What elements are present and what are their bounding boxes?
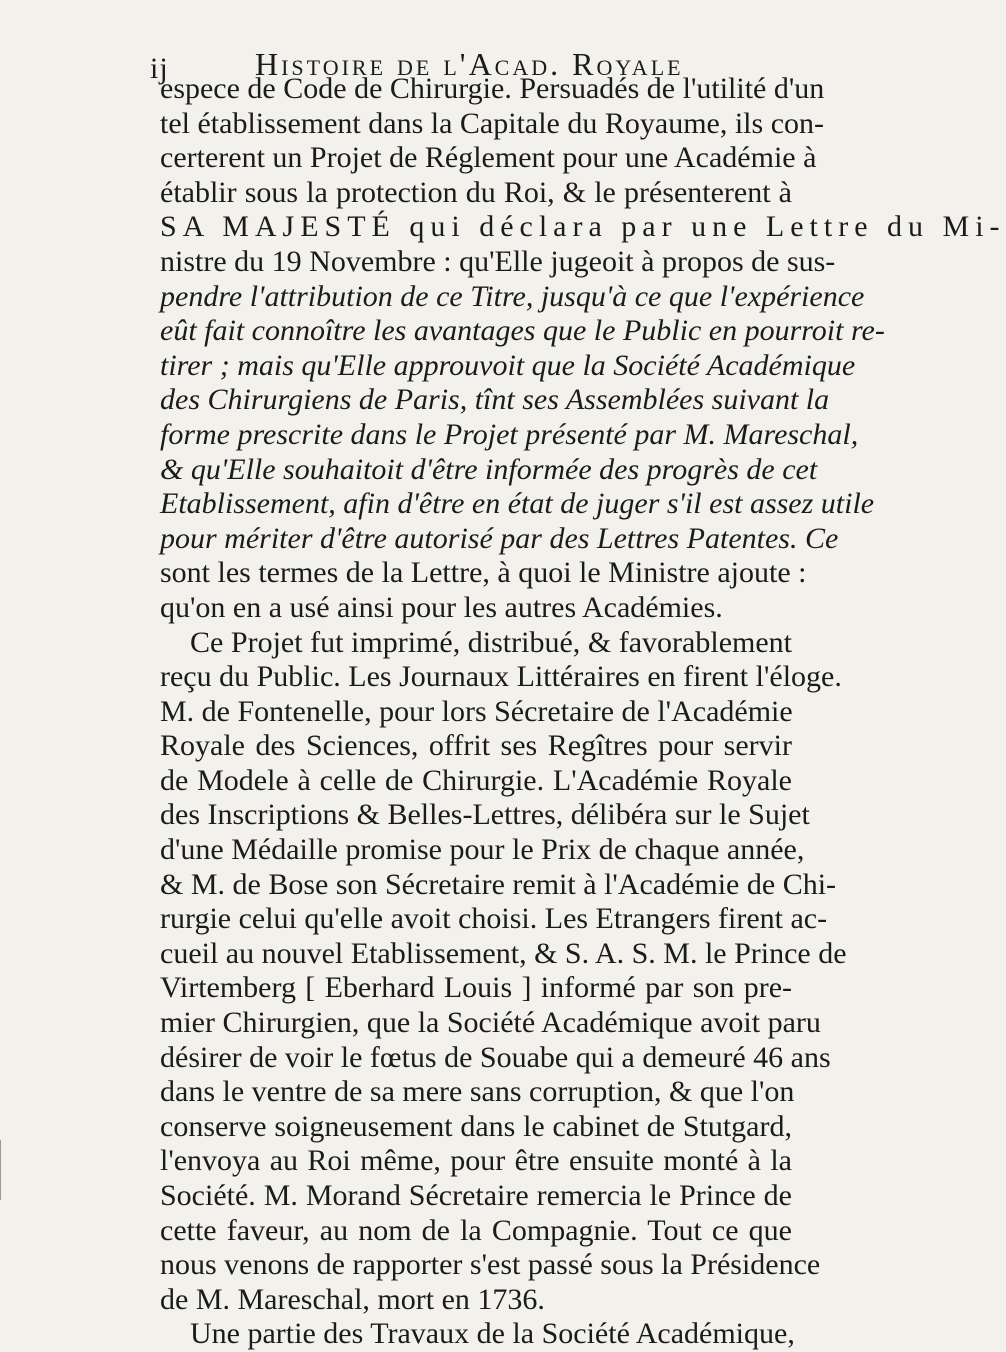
text-line: conserve soigneusement dans le cabinet de Stutgard, <box>160 1109 792 1143</box>
text-line: eût fait connoître les avantages que le Public en pourroit re- <box>160 314 885 348</box>
text-line: Royale des Sciences, offrit ses Regîtres pour servir <box>160 729 792 763</box>
text-line: espece de Code de Chirurgie. Persuadés de l'utilité d'un <box>160 72 825 105</box>
text-line: pour mériter d'être autorisé par des Lettres Patentes. Ce <box>160 521 839 555</box>
body-text <box>160 72 1006 1352</box>
text-line: & qu'Elle souhaitoit d'être informée des progrès de cet <box>160 452 818 486</box>
text-line: Une partie des Travaux de la Société Académique, <box>190 1317 795 1351</box>
text-line: nistre du 19 Novembre : qu'Elle jugeoit à propos de sus- <box>160 244 836 278</box>
text-line: pendre l'attribution de ce Titre, jusqu'à ce que l'expérience <box>160 279 865 313</box>
text-line: établir sous la protection du Roi, & le présenterent à <box>160 175 792 209</box>
text-line: l'envoya au Roi même, pour être ensuite monté à la <box>160 1144 792 1178</box>
text-line: reçu du Public. Les Journaux Littéraires en firent l'éloge. <box>160 660 842 694</box>
text-line: mier Chirurgien, que la Société Académique avoit paru <box>160 1006 821 1040</box>
text-line: sont les termes de la Lettre, à quoi le Ministre ajoute : <box>160 556 807 590</box>
text-line: tel établissement dans la Capitale du Royaume, ils con- <box>160 106 824 140</box>
margin-rule <box>0 1140 11 1200</box>
text-line: d'une Médaille promise pour le Prix de chaque année, <box>160 833 805 867</box>
text-line: Virtemberg [ Eberhard Louis ] informé par son pre- <box>160 971 792 1005</box>
text-line: dans le ventre de sa mere sans corruption, & que l'on <box>160 1075 795 1109</box>
text-line: qu'on en a usé ainsi pour les autres Académies. <box>160 590 723 624</box>
text-line: Ce Projet fut imprimé, distribué, & favorablement <box>190 625 792 659</box>
running-head: Histoire de l'Acad. Royale <box>255 46 684 82</box>
text-line: nous venons de rapporter s'est passé sous la Présidence <box>160 1248 821 1282</box>
page-number: ij <box>150 52 169 85</box>
text-line: forme prescrite dans le Projet présenté par M. Mareschal, <box>160 417 859 451</box>
text-line: rurgie celui qu'elle avoit choisi. Les Etrangers firent ac- <box>160 902 828 936</box>
text-line: désirer de voir le fœtus de Souabe qui a demeuré 46 ans <box>160 1040 831 1074</box>
text-line: Société. M. Morand Sécretaire remercia le Prince de <box>160 1179 792 1212</box>
text-line: cette faveur, au nom de la Compagnie. Tout ce que <box>160 1213 792 1247</box>
text-line: de M. Mareschal, mort en 1736. <box>160 1282 545 1316</box>
text-line: tirer ; mais qu'Elle approuvoit que la Société Académique <box>160 348 856 382</box>
text-line: & M. de Bose son Sécretaire remit à l'Académie de Chi- <box>160 867 837 901</box>
text-line: des Chirurgiens de Paris, tînt ses Assemblées suivant la <box>160 383 830 417</box>
text-line: Etablissement, afin d'être en état de juger s'il est assez utile <box>160 487 875 521</box>
text-line: SA MAJESTÉ qui déclara par une Lettre du Mi- <box>160 210 1006 244</box>
text-line: certerent un Projet de Réglement pour une Académie à <box>160 141 817 175</box>
text-line: M. de Fontenelle, pour lors Sécretaire de l'Académie <box>160 694 793 728</box>
text-line: cueil au nouvel Etablissement, & S. A. S. M. le Prince de <box>160 936 847 970</box>
text-line: de Modele à celle de Chirurgie. L'Académie Royale <box>160 763 792 797</box>
text-line: des Inscriptions & Belles-Lettres, délibéra sur le Sujet <box>160 798 810 832</box>
